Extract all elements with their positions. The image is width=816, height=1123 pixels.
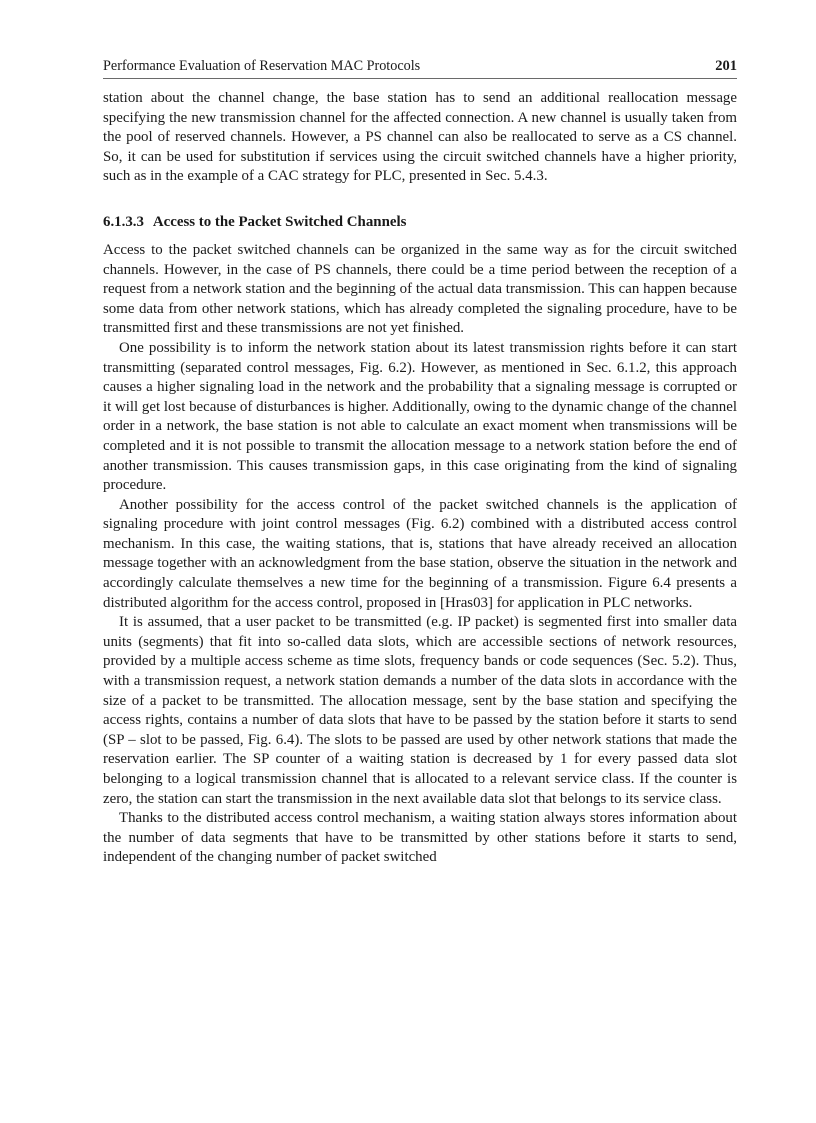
paragraph: Thanks to the distributed access control mechanism, a waiting station always stores information about the number of data segments that have to be transmitted by other stations before it starts to send, independent of the changing number of packet switched — [103, 810, 737, 866]
section-number: 6.1.3.3 — [103, 213, 144, 230]
running-header — [103, 57, 737, 79]
page-number: 201 — [715, 58, 737, 74]
paragraph: It is assumed, that a user packet to be transmitted (e.g. IP packet) is segmented first into smaller data units (segments) that fit into so-called data slots, which are accessible sections of network resources, provided by a multiple access scheme as time slots, frequency bands or code sequences (Sec. 5.2). Thus, with a transmission request, a network station demands a number of the data slots in accordance with the size of a packet to be transmitted. The allocation message, sent by the base station and specifying the access rights, contains a number of data slots that have to be passed by the station before it starts to send (SP – slot to be passed, Fig. 6.4). The slots to be passed are used by other network stations that made the reservation earlier. The SP counter of a waiting station is decreased by 1 for every passed data slot belonging to a logical transmission channel that is allocated to a relevant service class. If the counter is zero, the station can start the transmission in the next available data slot that belongs to its service class. — [103, 614, 737, 807]
paragraph-continued: station about the channel change, the base station has to send an additional reallocation message specifying the new transmission channel for the affected connection. A new channel is usually taken from the pool of reserved channels. However, a PS channel can also be reallocated to serve as a CS channel. So, it can be used for substitution if services using the circuit switched channels have a higher priority, such as in the example of a CAC strategy for PLC, presented in Sec. 5.4.3. — [103, 90, 737, 185]
section-title: Access to the Packet Switched Channels — [152, 213, 407, 230]
page — [103, 57, 737, 868]
paragraph: Access to the packet switched channels can be organized in the same way as for the circuit switched channels. However, in the case of PS channels, there could be a time period between the reception of a request from a network station and the beginning of the actual data transmission. This can happen because some data from other network stations, which has already completed the signaling procedure, have to be transmitted first and these transmissions are not yet finished. — [103, 241, 737, 337]
body-text — [103, 89, 737, 868]
section-heading — [103, 213, 737, 232]
running-title: Performance Evaluation of Reservation MAC Protocols — [103, 58, 421, 74]
paragraph: Another possibility for the access control of the packet switched channels is the application of signaling procedure with joint control messages (Fig. 6.2) combined with a distributed access control mechanism. In this case, the waiting stations, that is, stations that have already received an allocation message together with an acknowledgment from the base station, observe the situation in the network and accordingly calculate themselves a new time for the beginning of a transmission. Figure 6.4 presents a distributed algorithm for the access control, proposed in [Hras03] for application in PLC networks. — [103, 496, 737, 611]
paragraph: One possibility is to inform the network station about its latest transmission rights before it can start transmitting (separated control messages, Fig. 6.2). However, as mentioned in Sec. 6.1.2, this approach causes a higher signaling load in the network and the probability that a signaling message is corrupted or it will get lost because of disturbances is higher. Additionally, owing to the dynamic change of the channel order in a network, the base station is not able to calculate an exact moment when transmissions will be completed and it is not possible to transmit the allocation message to a network station before the end of another transmission. This causes transmission gaps, in this case originating from the kind of signaling procedure. — [103, 339, 737, 494]
